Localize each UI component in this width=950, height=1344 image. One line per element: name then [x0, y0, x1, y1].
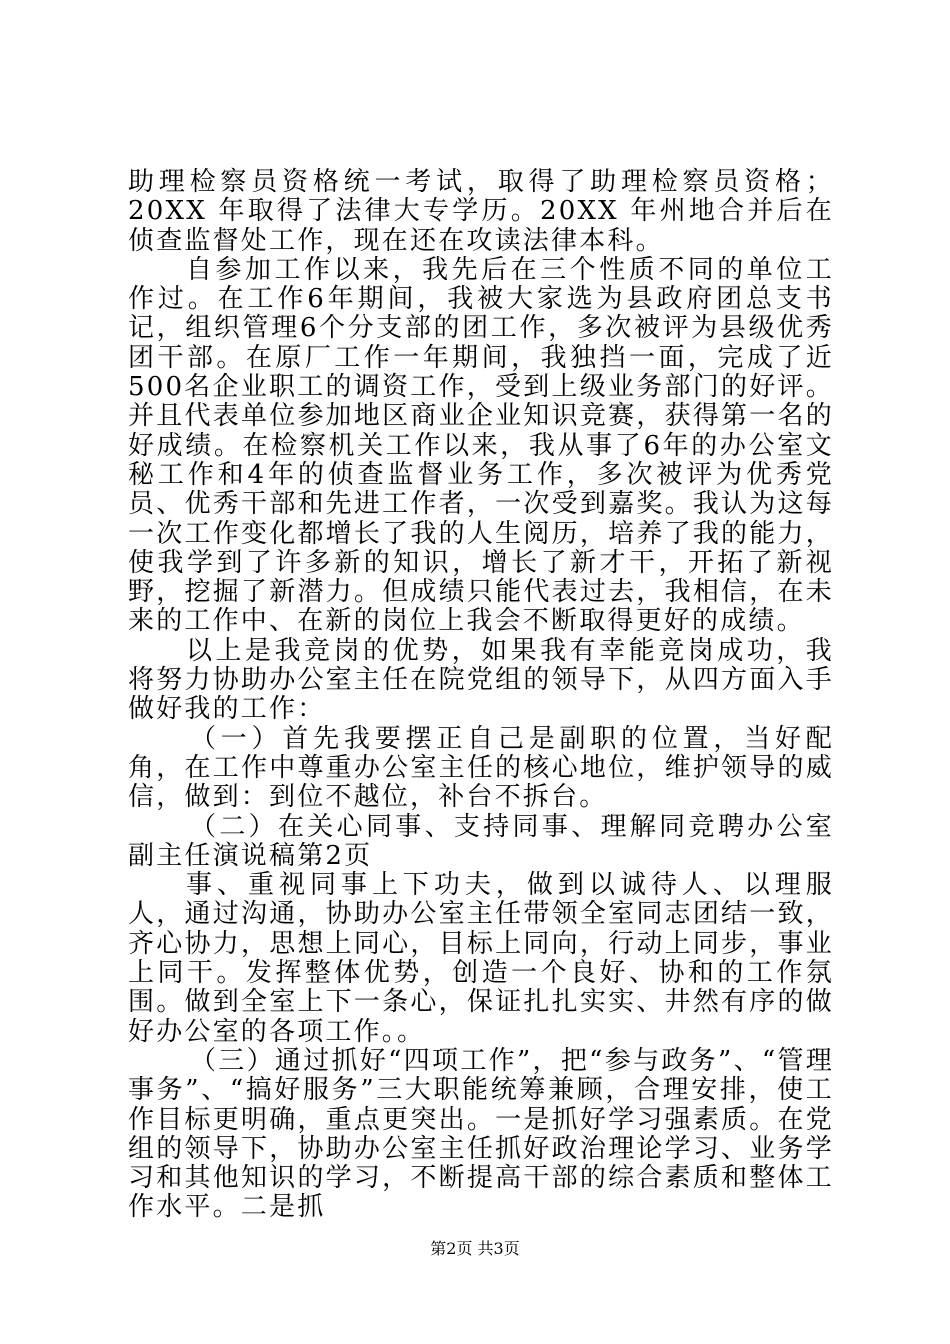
paragraph: 自参加工作以来，我先后在三个性质不同的单位工作过。在工作6年期间，我被大家选为县政府团总支书记，组织管理6个分支部的团工作，多次被评为县级优秀团干部。在原厂工作一年期间，我独挡一面，完成了近500名企业职工的调资工作，受到上级业务部门的好评。并且代表单位参加地区商业企业知识竞赛，获得第一名的好成绩。在检察机关工作以来，我从事了6年的办公室文秘工作和4年的侦查监督业务工作，多次被评为优秀党员、优秀干部和先进工作者，一次受到嘉奖。我认为这每一次工作变化都增长了我的人生阅历，培养了我的能力，使我学到了许多新的知识，增长了新才干，开拓了新视野，挖掘了新潜力。但成绩只能代表过去，我相信，在未来的工作中、在新的岗位上我会不断取得更好的成绩。	[128, 254, 834, 637]
paragraph: （一）首先我要摆正自己是副职的位置，当好配角，在工作中尊重办公室主任的核心地位，维护领导的威信，做到：到位不越位，补台不拆台。	[128, 723, 834, 813]
page-footer: 第2页 共3页	[430, 1239, 520, 1258]
paragraph: （三）通过抓好“四项工作”，把“参与政务”、“管理事务”、“搞好服务”三大职能统筹兼顾，合理安排，使工作目标更明确，重点更突出。一是抓好学习强素质。在党组的领导下，协助办公室主任抓好政治理论学习、业务学习和其他知识的学习，不断提高干部的综合素质和整体工作水平。二是抓	[128, 1045, 834, 1223]
paragraph: 以上是我竞岗的优势，如果我有幸能竞岗成功，我将努力协助办公室主任在院党组的领导下，从四方面入手做好我的工作：	[128, 635, 834, 725]
paragraph: 事、重视同事上下功夫，做到以诚待人、以理服人，通过沟通，协助办公室主任带领全室同志团结一致，齐心协力，思想上同心，目标上同向，行动上同步，事业上同干。发挥整体优势，创造一个良好、协和的工作氛围。做到全室上下一条心，保证扎扎实实、井然有序的做好办公室的各项工作。。	[128, 870, 834, 1047]
paragraph: （二）在关心同事、支持同事、理解同竞聘办公室副主任演说稿第2页	[128, 811, 834, 871]
paragraph: 助理检察员资格统一考试，取得了助理检察员资格；20XX 年取得了法律大专学历。20XX 年州地合并后在侦查监督处工作，现在还在攻读法律本科。	[128, 167, 834, 256]
body-text	[128, 168, 834, 1223]
